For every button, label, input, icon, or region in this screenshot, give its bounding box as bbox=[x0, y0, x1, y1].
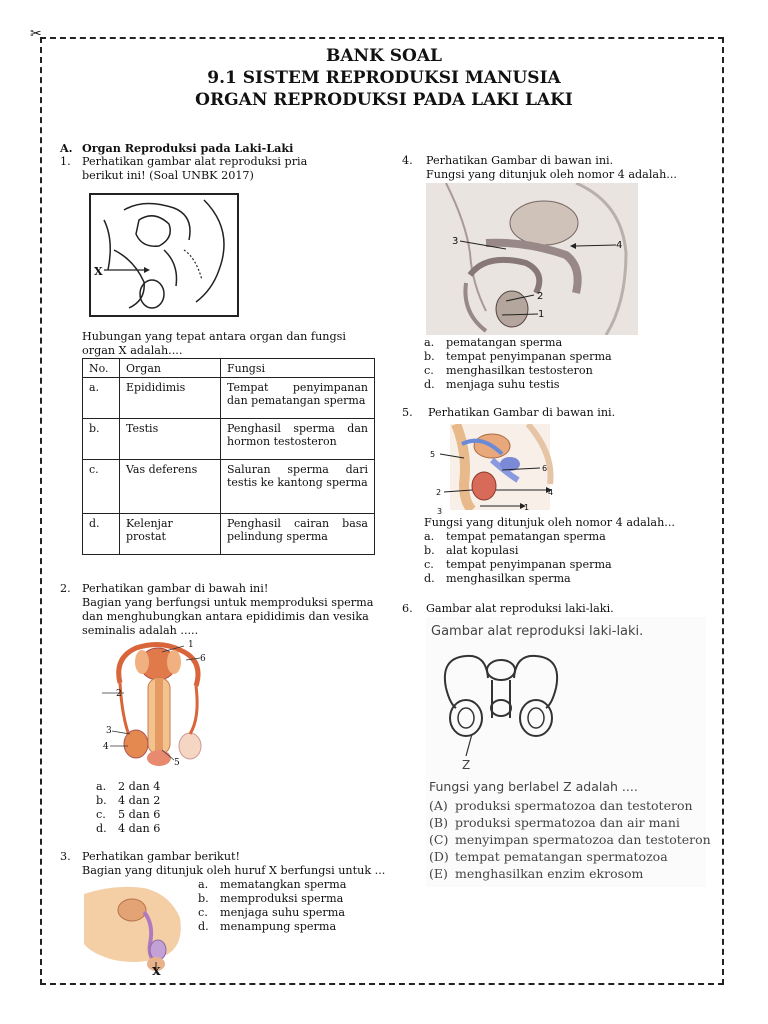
q4-option-d[interactable]: d. menjaga suhu testis bbox=[424, 378, 560, 391]
q4-option-c[interactable]: c. menghasilkan testosteron bbox=[424, 364, 593, 377]
q1-line2: berikut ini! (Soal UNBK 2017) bbox=[82, 169, 254, 182]
q5-number: 5. bbox=[402, 406, 413, 419]
scissors-icon: ✂ bbox=[30, 26, 42, 42]
table-header-no: No. bbox=[83, 359, 120, 378]
row-no: b. bbox=[83, 419, 120, 460]
q5-option-c[interactable]: c. tempat penyimpanan sperma bbox=[424, 558, 612, 571]
q2-label-3: 3 bbox=[106, 726, 112, 736]
q6-image-question: Fungsi yang berlabel Z adalah .... bbox=[429, 779, 638, 794]
q2-label-1: 1 bbox=[188, 640, 194, 650]
q4-number: 4. bbox=[402, 154, 413, 167]
q2-line4: seminalis adalah ..... bbox=[82, 624, 199, 637]
table-header-organ: Organ bbox=[120, 359, 221, 378]
q4-label-3: 3 bbox=[452, 236, 459, 247]
q6-line1: Gambar alat reproduksi laki-laki. bbox=[426, 602, 614, 615]
q6-image-title: Gambar alat reproduksi laki-laki. bbox=[431, 624, 644, 639]
row-organ: Epididimis bbox=[120, 378, 221, 419]
q2-option-c[interactable]: c. 5 dan 6 bbox=[96, 808, 161, 821]
q6-option-e[interactable]: (E) menghasilkan enzim ekrosom bbox=[429, 866, 644, 881]
q1-stem-line2: organ X adalah.... bbox=[82, 344, 183, 357]
row-organ: Kelenjar prostat bbox=[120, 514, 221, 555]
q2-option-b[interactable]: b. 4 dan 2 bbox=[96, 794, 161, 807]
q5-label-2: 2 bbox=[436, 488, 442, 497]
q2-option-a[interactable]: a. 2 dan 4 bbox=[96, 780, 161, 793]
q5-line1: Perhatikan Gambar di bawan ini. bbox=[428, 406, 616, 419]
q4-option-b[interactable]: b. tempat penyimpanan sperma bbox=[424, 350, 612, 363]
row-no: c. bbox=[83, 460, 120, 514]
q1-line1: Perhatikan gambar alat reproduksi pria bbox=[82, 155, 308, 168]
q6-option-a[interactable]: (A) produksi spermatozoa dan testoteron bbox=[429, 798, 693, 813]
q6-figure bbox=[436, 648, 566, 758]
q3-option-c[interactable]: c. menjaga suhu sperma bbox=[198, 906, 346, 919]
q3-figure bbox=[84, 884, 194, 974]
q5-option-d[interactable]: d. menghasilkan sperma bbox=[424, 572, 571, 585]
table-row[interactable] bbox=[83, 378, 375, 419]
table-row[interactable] bbox=[83, 419, 375, 460]
q5-figure bbox=[432, 424, 558, 510]
row-fungsi: Penghasil cairan basa pelindung sperma bbox=[221, 514, 375, 555]
q5-label-5: 5 bbox=[430, 450, 436, 459]
q5-option-b[interactable]: b. alat kopulasi bbox=[424, 544, 519, 557]
q2-line1: Perhatikan gambar di bawah ini! bbox=[82, 582, 269, 595]
row-fungsi: Saluran sperma dari testis ke kantong sperma bbox=[221, 460, 375, 514]
q1-stem-line1: Hubungan yang tepat antara organ dan fungsi bbox=[82, 330, 346, 343]
q1-figure-label-x: X bbox=[94, 264, 103, 278]
q3-number: 3. bbox=[60, 850, 71, 863]
q1-figure bbox=[84, 190, 244, 320]
q2-label-4: 4 bbox=[103, 742, 109, 752]
q3-line1: Perhatikan gambar berikut! bbox=[82, 850, 241, 863]
q2-line3: dan menghubungkan antara epididimis dan vesika bbox=[82, 610, 369, 623]
q3-option-a[interactable]: a. mematangkan sperma bbox=[198, 878, 347, 891]
q3-figure-label-x: X bbox=[152, 964, 161, 978]
row-organ: Vas deferens bbox=[120, 460, 221, 514]
section-letter: A. bbox=[60, 141, 73, 155]
q5-option-a[interactable]: a. tempat pematangan sperma bbox=[424, 530, 606, 543]
q6-number: 6. bbox=[402, 602, 413, 615]
q4-figure bbox=[426, 183, 638, 335]
row-no: a. bbox=[83, 378, 120, 419]
table-row[interactable] bbox=[83, 514, 375, 555]
row-no: d. bbox=[83, 514, 120, 555]
q5-label-1: 1 bbox=[524, 503, 530, 512]
q4-label-4: 4 bbox=[616, 240, 623, 251]
q6-option-c[interactable]: (C) menyimpan spermatozoa dan testoteron bbox=[429, 832, 711, 847]
q5-label-6: 6 bbox=[542, 464, 548, 473]
q2-label-6: 6 bbox=[200, 654, 206, 664]
q5-label-3: 3 bbox=[437, 507, 443, 516]
row-fungsi: Tempat penyimpanan dan pematangan sperma bbox=[221, 378, 375, 419]
q4-line1: Perhatikan Gambar di bawan ini. bbox=[426, 154, 614, 167]
q6-option-d[interactable]: (D) tempat pematangan spermatozoa bbox=[429, 849, 668, 864]
q5-label-4: 4 bbox=[548, 488, 554, 497]
q2-line2: Bagian yang berfungsi untuk memproduksi sperma bbox=[82, 596, 374, 609]
q2-option-d[interactable]: d. 4 dan 6 bbox=[96, 822, 161, 835]
table-row[interactable] bbox=[83, 460, 375, 514]
q4-label-1: 1 bbox=[538, 309, 545, 320]
q6-option-b[interactable]: (B) produksi spermatozoa dan air mani bbox=[429, 815, 680, 830]
title-chapter: 9.1 SISTEM REPRODUKSI MANUSIA bbox=[207, 68, 561, 88]
q1-answer-table bbox=[82, 358, 375, 555]
q3-line2: Bagian yang ditunjuk oleh huruf X berfungsi untuk ... bbox=[82, 864, 386, 877]
q6-figure-label-z: Z bbox=[462, 758, 471, 772]
title-subchapter: ORGAN REPRODUKSI PADA LAKI LAKI bbox=[195, 90, 573, 110]
q2-label-2: 2 bbox=[116, 689, 122, 699]
section-title: Organ Reproduksi pada Laki-Laki bbox=[82, 141, 294, 155]
q3-option-b[interactable]: b. memproduksi sperma bbox=[198, 892, 344, 905]
q2-label-5: 5 bbox=[174, 758, 180, 768]
q2-number: 2. bbox=[60, 582, 71, 595]
q4-line2: Fungsi yang ditunjuk oleh nomor 4 adalah... bbox=[426, 168, 677, 181]
table-header-fungsi: Fungsi bbox=[221, 359, 375, 378]
row-organ: Testis bbox=[120, 419, 221, 460]
row-fungsi: Penghasil sperma dan hormon testosteron bbox=[221, 419, 375, 460]
title-bank-soal: BANK SOAL bbox=[325, 46, 443, 66]
table-header-row bbox=[83, 359, 375, 378]
q3-option-d[interactable]: d. menampung sperma bbox=[198, 920, 337, 933]
q4-label-2: 2 bbox=[537, 291, 544, 302]
q4-option-a[interactable]: a. pematangan sperma bbox=[424, 336, 563, 349]
q5-stem: Fungsi yang ditunjuk oleh nomor 4 adalah... bbox=[424, 516, 675, 529]
q1-number: 1. bbox=[60, 155, 71, 168]
